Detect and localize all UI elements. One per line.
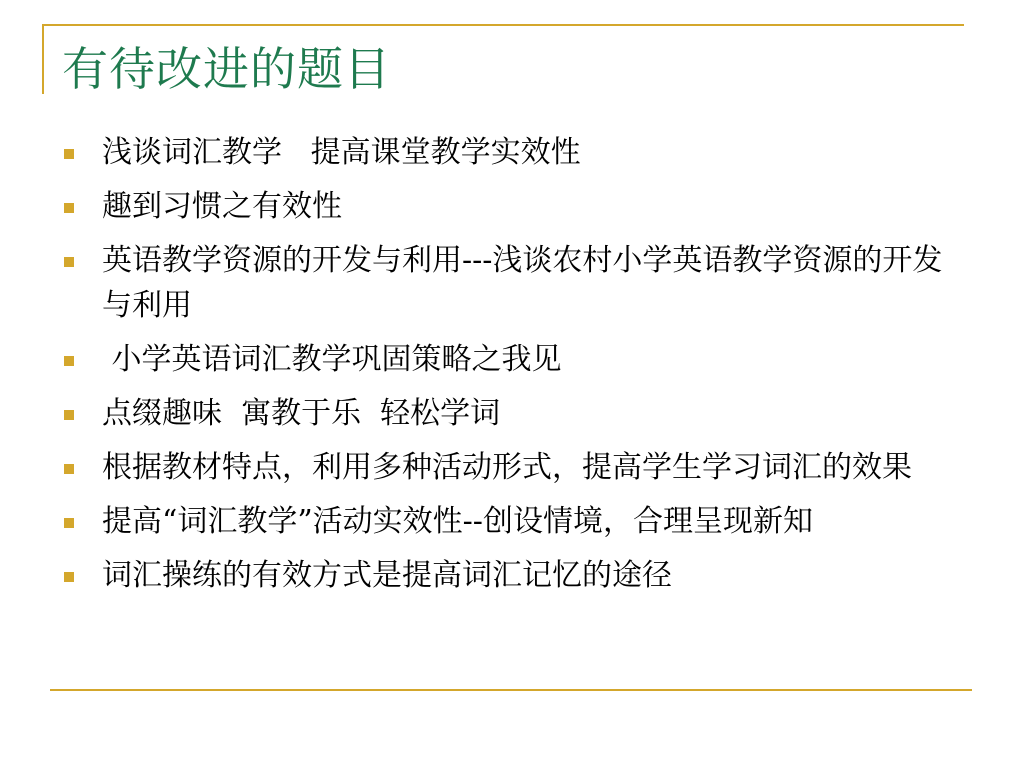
bullet-text: 词汇操练的有效方式是提高词汇记忆的途径 (102, 558, 672, 593)
bullet-list (64, 130, 964, 607)
bullet-text: 英语教学资源的开发与利用---浅谈农村小学英语教学资源的开发与利用 (102, 243, 943, 323)
bullet-item (64, 553, 964, 598)
square-bullet-icon (64, 356, 74, 366)
left-accent-line (42, 24, 44, 94)
square-bullet-icon (64, 149, 74, 159)
bullet-text: 浅谈词汇教学 提高课堂教学实效性 (102, 135, 581, 170)
square-bullet-icon (64, 464, 74, 474)
square-bullet-icon (64, 572, 74, 582)
bullet-item (64, 445, 964, 490)
bullet-item (64, 337, 964, 382)
square-bullet-icon (64, 257, 74, 267)
bullet-text: 提高“词汇教学”活动实效性--创设情境，合理呈现新知 (102, 504, 813, 539)
square-bullet-icon (64, 410, 74, 420)
bottom-divider (50, 689, 972, 691)
bullet-item (64, 130, 964, 175)
bullet-text: 根据教材特点，利用多种活动形式，提高学生学习词汇的效果 (102, 450, 912, 485)
bullet-item (64, 391, 964, 436)
bullet-item (64, 499, 964, 544)
bullet-item (64, 238, 964, 328)
bullet-item (64, 184, 964, 229)
bullet-text: 趣到习惯之有效性 (102, 189, 342, 224)
square-bullet-icon (64, 518, 74, 528)
square-bullet-icon (64, 203, 74, 213)
bullet-text: 小学英语词汇教学巩固策略之我见 (102, 342, 562, 377)
top-divider (42, 24, 964, 26)
bullet-text: 点缀趣味 寓教于乐 轻松学词 (102, 396, 501, 431)
slide-title: 有待改进的题目 (62, 42, 391, 96)
